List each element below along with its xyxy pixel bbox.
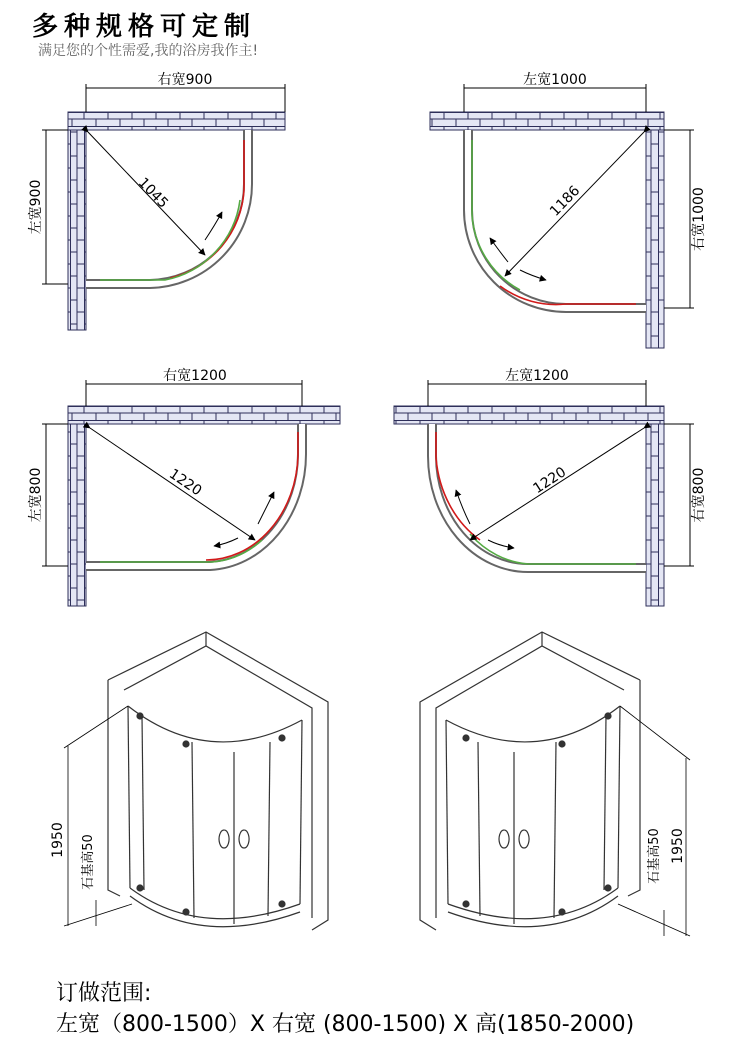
top-wall: [68, 406, 340, 424]
door-handle-left: [499, 830, 509, 848]
plan-1-top-label: 右宽900: [157, 72, 213, 88]
custom-range-title: 订做范围:: [56, 981, 152, 1006]
diagonal-dimension: [505, 132, 644, 276]
door-handle-left: [219, 830, 229, 848]
plan-4-diag-label: 1220: [530, 464, 570, 498]
plan-2-diag-label: 1186: [546, 182, 584, 220]
left-wall: [68, 130, 86, 330]
door-handle-right: [239, 830, 249, 848]
plan-3-diag-label: 1220: [165, 466, 205, 500]
plan-3-side-label: 左宽800: [28, 467, 44, 523]
swing-arrow: [205, 212, 222, 240]
elevation-2-height-label: 1950: [670, 828, 686, 864]
door-handle-right: [519, 830, 529, 848]
top-wall: [68, 112, 285, 130]
enclosure-top-frame: [446, 706, 620, 742]
enclosure-top-frame: [128, 706, 302, 742]
page-subtitle: 满足您的个性需爱,我的浴房我作主!: [38, 43, 259, 59]
diagonal-dimension: [90, 428, 255, 540]
sliding-rail-red: [170, 140, 244, 278]
right-wall: [646, 424, 664, 606]
enclosure-base: [130, 888, 300, 919]
top-wall: [430, 112, 664, 130]
right-wall: [646, 130, 664, 348]
top-wall: [394, 406, 664, 424]
sliding-rail-red: [436, 432, 480, 540]
swing-arrow: [258, 492, 274, 524]
page-title: 多种规格可定制: [32, 12, 257, 42]
sliding-rail-red: [206, 432, 298, 560]
enclosure-base: [448, 888, 618, 919]
elevation-1-base-label: 石基高50: [81, 834, 96, 890]
elevation-2: [420, 632, 690, 936]
custom-range-text: 左宽（800-1500）X 右宽 (800-1500) X 高(1850-2000): [56, 1012, 635, 1037]
enclosure-frame: [86, 130, 248, 284]
elevation-1: [64, 632, 328, 930]
left-wall: [68, 424, 86, 606]
plan-2: [430, 84, 694, 348]
plan-4-top-label: 左宽1200: [505, 368, 569, 384]
swing-arrow: [490, 238, 508, 262]
plan-1-diag-label: 1045: [134, 174, 172, 212]
plan-2-side-label: 右宽1000: [691, 187, 707, 251]
elevation-2-base-label: 石基高50: [647, 828, 662, 884]
sliding-rail-green: [100, 200, 240, 280]
plan-2-top-label: 左宽1000: [523, 72, 587, 88]
elevation-1-height-label: 1950: [50, 822, 66, 858]
plan-4-side-label: 右宽800: [691, 467, 707, 523]
plan-1-side-label: 左宽900: [28, 179, 44, 235]
plan-3-top-label: 右宽1200: [163, 368, 227, 384]
